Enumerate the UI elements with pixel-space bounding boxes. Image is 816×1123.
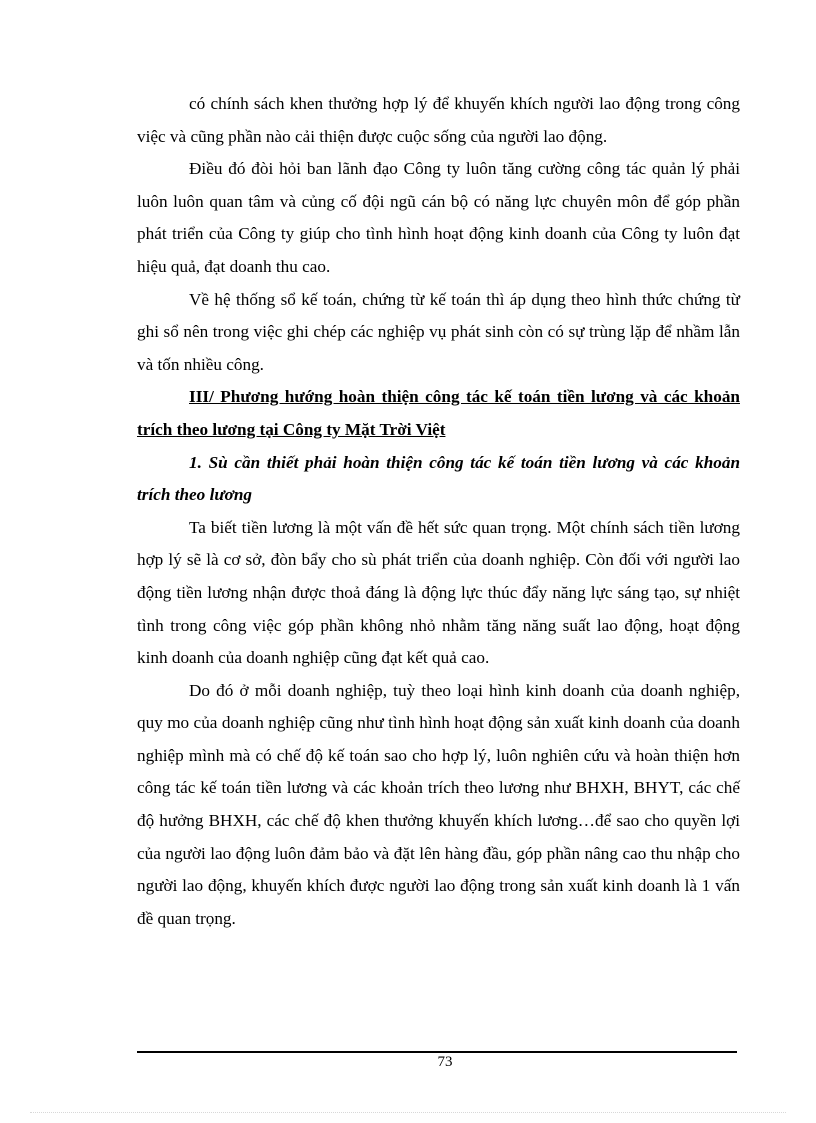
paragraph: Điều đó đòi hỏi ban lãnh đạo Công ty luôn tăng cường công tác quản lý phải luôn luôn quan tâm và củng cố đội ngũ cán bộ có năng lực chuyên môn để góp phần phát triển của Công ty giúp cho tình hình hoạt động kinh doanh của Công ty luôn đạt hiệu quả, đạt doanh thu cao. [137, 159, 740, 276]
page-number: 73 [437, 1054, 453, 1070]
page-bottom-border [30, 1112, 786, 1113]
paragraph: có chính sách khen thưởng hợp lý để khuyến khích người lao động trong công việc và cũng phần nào cải thiện được cuộc sống của người lao động. [137, 94, 740, 146]
page-body [137, 88, 740, 935]
paragraph: Do đó ở mỗi doanh nghiệp, tuỳ theo loại hình kinh doanh của doanh nghiệp, quy mo của doanh nghiệp cũng như tình hình hoạt động sản xuất kinh doanh của doanh nghiệp mình mà có chế độ kế toán sao cho hợp lý, luôn nghiên cứu và hoàn thiện hơn công tác kế toán tiền lương và các khoản trích theo lương như BHXH, BHYT, các chế độ hưởng BHXH, các chế độ khen thưởng khuyến khích lương…để sao cho quyền lợi của người lao động luôn đảm bảo và đặt lên hàng đầu, góp phần nâng cao thu nhập cho người lao động, khuyến khích được người lao động trong sản xuất kinh doanh là 1 vấn đề quan trọng. [137, 680, 740, 928]
paragraph: Ta biết tiền lương là một vấn đề hết sức quan trọng. Một chính sách tiền lương hợp lý sẽ là cơ sở, đòn bẩy cho sù phát triển của doanh nghiệp. Còn đối với người lao động tiền lương nhận được thoả đáng là động lực thúc đẩy năng lực sáng tạo, sự nhiệt tình trong công việc góp phần không nhỏ nhằm tăng năng suất lao động, hoạt động kinh doanh của doanh nghiệp cũng đạt kết quả cao. [137, 517, 740, 668]
section-heading: III/ Phương hướng hoàn thiện công tác kế toán tiền lương và các khoản trích theo lương tại Công ty Mặt Trời Việt [137, 387, 740, 439]
subsection-heading: 1. Sù cần thiết phải hoàn thiện công tác kế toán tiền lương và các khoản trích theo lương [137, 452, 740, 505]
paragraph: Về hệ thống sổ kế toán, chứng từ kế toán thì áp dụng theo hình thức chứng từ ghi sổ nên trong việc ghi chép các nghiệp vụ phát sinh còn có sự trùng lặp để nhầm lẫn và tốn nhiều công. [137, 289, 740, 374]
footer-divider [137, 1051, 737, 1053]
